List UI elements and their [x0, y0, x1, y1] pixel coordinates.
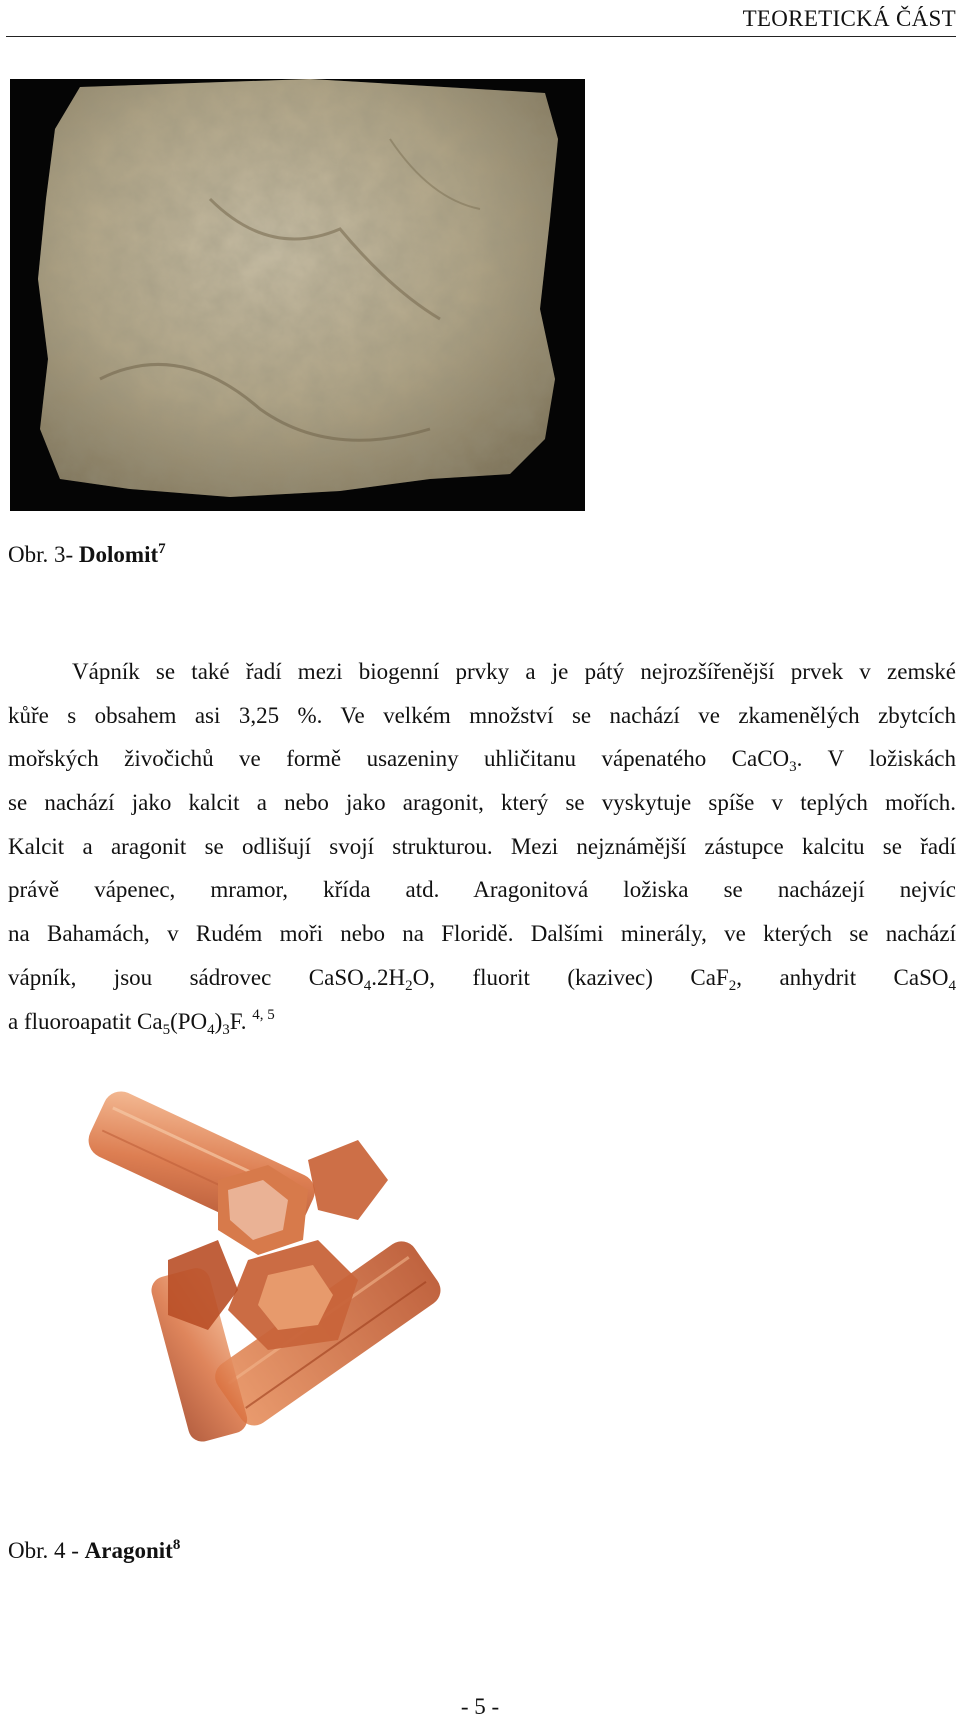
text-line: mořských živočichů ve formě usazeniny uhličitanu vápenatého CaCO$_3$. V ložiskách [8, 746, 956, 776]
figure-reference: 8 [172, 1537, 181, 1553]
text-line: a fluoroapatit $Ca_5(PO_4)_3F$. $^{4, 5}$ [8, 1006, 275, 1038]
dolomit-image [10, 79, 585, 511]
text-line: Kalcit a aragonit se odlišují svojí strukturou. Mezi nejznámější zástupce kalcitu se řadí [8, 833, 956, 859]
figure-name: Dolomit [78, 542, 159, 567]
citation-reference: 4, 5 [252, 1006, 275, 1023]
figure-reference: 7 [158, 541, 166, 557]
figure-name: Aragonit [84, 1538, 173, 1563]
aragonit-image [58, 1070, 488, 1490]
body-paragraph [8, 650, 956, 1043]
text-line: na Bahamách, v Rudém moři nebo na Floridě. Dalšími minerály, ve kterých se nachází [8, 921, 956, 947]
text-line: Vápník se také řadí mezi biogenní prvky a je pátý nejrozšířenější prvek v zemské [72, 659, 956, 684]
page-header [6, 0, 956, 37]
header-title: TEORETICKÁ ČÁST [742, 6, 956, 31]
page-number: - 5 - [460, 1694, 500, 1719]
text-line: se nachází jako kalcit a nebo jako aragonit, který se vyskytuje spíše v teplých mořích. [8, 790, 956, 816]
figure-caption-aragonit: Obr. 4 - Aragonit$^8$ [8, 1537, 181, 1563]
text-line: kůře s obsahem asi 3,25 %. Ve velkém množství se nachází ve zkamenělých zbytcích [8, 702, 956, 728]
text-line: vápník, jsou sádrovec $CaSO_4.2H_2O$, fluorit (kazivec) CaF$_2$, anhydrit CaSO$_4$ [8, 964, 956, 994]
text-line: právě vápenec, mramor, křída atd. Aragonitová ložiska se nacházejí nejvíc [8, 877, 956, 903]
figure-caption-dolomit: Obr. 3- Dolomit$^7$ [8, 541, 166, 567]
